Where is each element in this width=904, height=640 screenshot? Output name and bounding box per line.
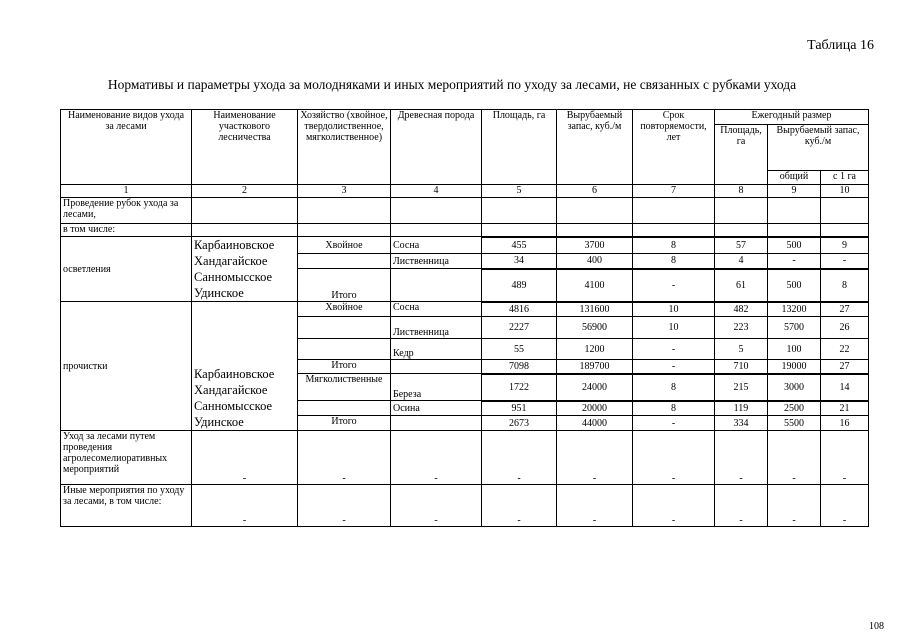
volume-cell: 189700: [557, 360, 633, 374]
dash-cell: -: [482, 431, 557, 485]
species-cell: Лиственница: [391, 317, 482, 339]
dash-cell: -: [192, 431, 298, 485]
page-number: 108: [869, 621, 884, 632]
document-title: Нормативы и параметры ухода за молодняками и иных мероприятий по уходу за лесами, не связанных с рубками ухода: [107, 77, 797, 92]
area-cell: 7098: [482, 360, 557, 374]
clarification-forestries: [192, 237, 298, 302]
table-number: Таблица 16: [807, 38, 874, 53]
farm-cell: [298, 317, 391, 339]
volume-cell: 20000: [557, 401, 633, 416]
header-farm: Хозяйство (хвойное, твердолиственное, мягколиственное): [298, 110, 391, 185]
annual-total-cell: 5500: [768, 416, 821, 431]
forest-care-table: [60, 109, 869, 527]
annual-area-cell: 223: [715, 317, 768, 339]
annual-per-ha-cell: 16: [821, 416, 869, 431]
period-cell: -: [633, 339, 715, 360]
other-row: [61, 485, 869, 527]
dash-cell: -: [391, 431, 482, 485]
dash-cell: -: [821, 431, 869, 485]
forestry-name: Карбаиновское: [194, 238, 275, 252]
dash-cell: -: [715, 485, 768, 527]
other-label: Иные мероприятия по уходу за лесами, в том числе:: [61, 485, 192, 527]
annual-area-cell: 710: [715, 360, 768, 374]
header-total: общий: [768, 171, 821, 185]
column-numbers-row: [61, 185, 869, 198]
header-row-1: [61, 110, 869, 125]
period-cell: -: [633, 269, 715, 302]
col-number: 6: [557, 185, 633, 198]
header-type: Наименование видов ухода за лесами: [61, 110, 192, 185]
species-cell: Береза: [391, 374, 482, 401]
header-period: Срок повторяемости, лет: [633, 110, 715, 185]
header-annual: Ежегодный размер: [715, 110, 869, 125]
farm-cell: [298, 401, 391, 416]
header-area: Площадь, га: [482, 110, 557, 185]
annual-per-ha-cell: -: [821, 254, 869, 269]
dash-cell: -: [557, 431, 633, 485]
annual-total-cell: 500: [768, 269, 821, 302]
annual-total-cell: 2500: [768, 401, 821, 416]
period-cell: 10: [633, 317, 715, 339]
table-row: [61, 302, 869, 317]
annual-area-cell: 334: [715, 416, 768, 431]
header-species: Древесная порода: [391, 110, 482, 185]
period-cell: -: [633, 416, 715, 431]
col-number: 8: [715, 185, 768, 198]
area-cell: 951: [482, 401, 557, 416]
cleaning-label: прочистки: [61, 302, 192, 431]
annual-area-cell: 4: [715, 254, 768, 269]
col-number: 10: [821, 185, 869, 198]
intro-row: [61, 198, 869, 224]
period-cell: 8: [633, 401, 715, 416]
col-number: 2: [192, 185, 298, 198]
farm-cell: [298, 339, 391, 360]
species-cell: Лиственница: [391, 254, 482, 269]
area-cell: 2673: [482, 416, 557, 431]
col-number: 1: [61, 185, 192, 198]
volume-cell: 1200: [557, 339, 633, 360]
annual-area-cell: 5: [715, 339, 768, 360]
incl-row: [61, 224, 869, 237]
header-forestry: Наименование участкового лесничества: [192, 110, 298, 185]
farm-cell: Хвойное: [298, 237, 391, 254]
annual-total-cell: 19000: [768, 360, 821, 374]
species-cell: Осина: [391, 401, 482, 416]
annual-per-ha-cell: 14: [821, 374, 869, 401]
area-cell: 489: [482, 269, 557, 302]
dash-cell: -: [298, 485, 391, 527]
annual-per-ha-cell: 26: [821, 317, 869, 339]
volume-cell: 4100: [557, 269, 633, 302]
col-number: 4: [391, 185, 482, 198]
period-cell: 8: [633, 374, 715, 401]
area-cell: 55: [482, 339, 557, 360]
col-number: 5: [482, 185, 557, 198]
forestry-name: Удинское: [194, 286, 244, 300]
annual-per-ha-cell: 9: [821, 237, 869, 254]
annual-total-cell: 100: [768, 339, 821, 360]
agro-row: [61, 431, 869, 485]
annual-total-cell: 5700: [768, 317, 821, 339]
species-cell: Сосна: [391, 237, 482, 254]
dash-cell: -: [821, 485, 869, 527]
dash-cell: -: [633, 431, 715, 485]
annual-per-ha-cell: 27: [821, 360, 869, 374]
volume-cell: 3700: [557, 237, 633, 254]
annual-per-ha-cell: 22: [821, 339, 869, 360]
annual-area-cell: 119: [715, 401, 768, 416]
volume-cell: 131600: [557, 302, 633, 317]
dash-cell: -: [633, 485, 715, 527]
farm-cell: Мягколиственные: [298, 374, 391, 401]
forestry-name: Санномысское: [194, 399, 273, 413]
period-cell: 10: [633, 302, 715, 317]
species-cell: [391, 416, 482, 431]
dash-cell: -: [557, 485, 633, 527]
species-cell: [391, 269, 482, 302]
dash-cell: -: [715, 431, 768, 485]
clarification-label: осветления: [61, 237, 192, 302]
col-number: 7: [633, 185, 715, 198]
area-cell: 4816: [482, 302, 557, 317]
area-cell: 1722: [482, 374, 557, 401]
volume-cell: 24000: [557, 374, 633, 401]
dash-cell: -: [768, 431, 821, 485]
forestry-name: Санномысское: [194, 270, 273, 284]
species-cell: [391, 360, 482, 374]
forestry-name: Хандагайское: [194, 383, 268, 397]
incl-label: в том числе:: [61, 224, 192, 237]
header-annual-volume: Вырубаемый запас, куб./м: [768, 125, 869, 171]
table-row: [61, 237, 869, 254]
period-cell: 8: [633, 237, 715, 254]
forestry-name: Карбаиновское: [194, 367, 275, 381]
volume-cell: 44000: [557, 416, 633, 431]
cleaning-forestries: [192, 302, 298, 431]
annual-per-ha-cell: 27: [821, 302, 869, 317]
annual-per-ha-cell: 8: [821, 269, 869, 302]
dash-cell: -: [482, 485, 557, 527]
farm-cell: [298, 254, 391, 269]
dash-cell: -: [391, 485, 482, 527]
annual-area-cell: 482: [715, 302, 768, 317]
period-cell: -: [633, 360, 715, 374]
header-volume: Вырубаемый запас, куб./м: [557, 110, 633, 185]
area-cell: 2227: [482, 317, 557, 339]
area-cell: 455: [482, 237, 557, 254]
species-cell: Кедр: [391, 339, 482, 360]
annual-total-cell: 3000: [768, 374, 821, 401]
header-per-ha: с 1 га: [821, 171, 869, 185]
farm-cell: Итого: [298, 416, 391, 431]
agro-label: Уход за лесами путем проведения агролесомелиоративных мероприятий: [61, 431, 192, 485]
annual-per-ha-cell: 21: [821, 401, 869, 416]
volume-cell: 400: [557, 254, 633, 269]
intro-label: Проведение рубок ухода за лесами,: [61, 198, 192, 224]
area-cell: 34: [482, 254, 557, 269]
col-number: 9: [768, 185, 821, 198]
header-annual-area: Площадь, га: [715, 125, 768, 185]
dash-cell: -: [192, 485, 298, 527]
farm-cell: Хвойное: [298, 302, 391, 317]
dash-cell: -: [768, 485, 821, 527]
annual-total-cell: 13200: [768, 302, 821, 317]
annual-area-cell: 61: [715, 269, 768, 302]
annual-area-cell: 57: [715, 237, 768, 254]
annual-total-cell: 500: [768, 237, 821, 254]
forestry-name: Хандагайское: [194, 254, 268, 268]
farm-cell: Итого: [298, 360, 391, 374]
period-cell: 8: [633, 254, 715, 269]
volume-cell: 56900: [557, 317, 633, 339]
species-cell: Сосна: [391, 302, 482, 317]
annual-total-cell: -: [768, 254, 821, 269]
forestry-name: Удинское: [194, 415, 244, 429]
col-number: 3: [298, 185, 391, 198]
annual-area-cell: 215: [715, 374, 768, 401]
dash-cell: -: [298, 431, 391, 485]
farm-cell: Итого: [298, 269, 391, 302]
